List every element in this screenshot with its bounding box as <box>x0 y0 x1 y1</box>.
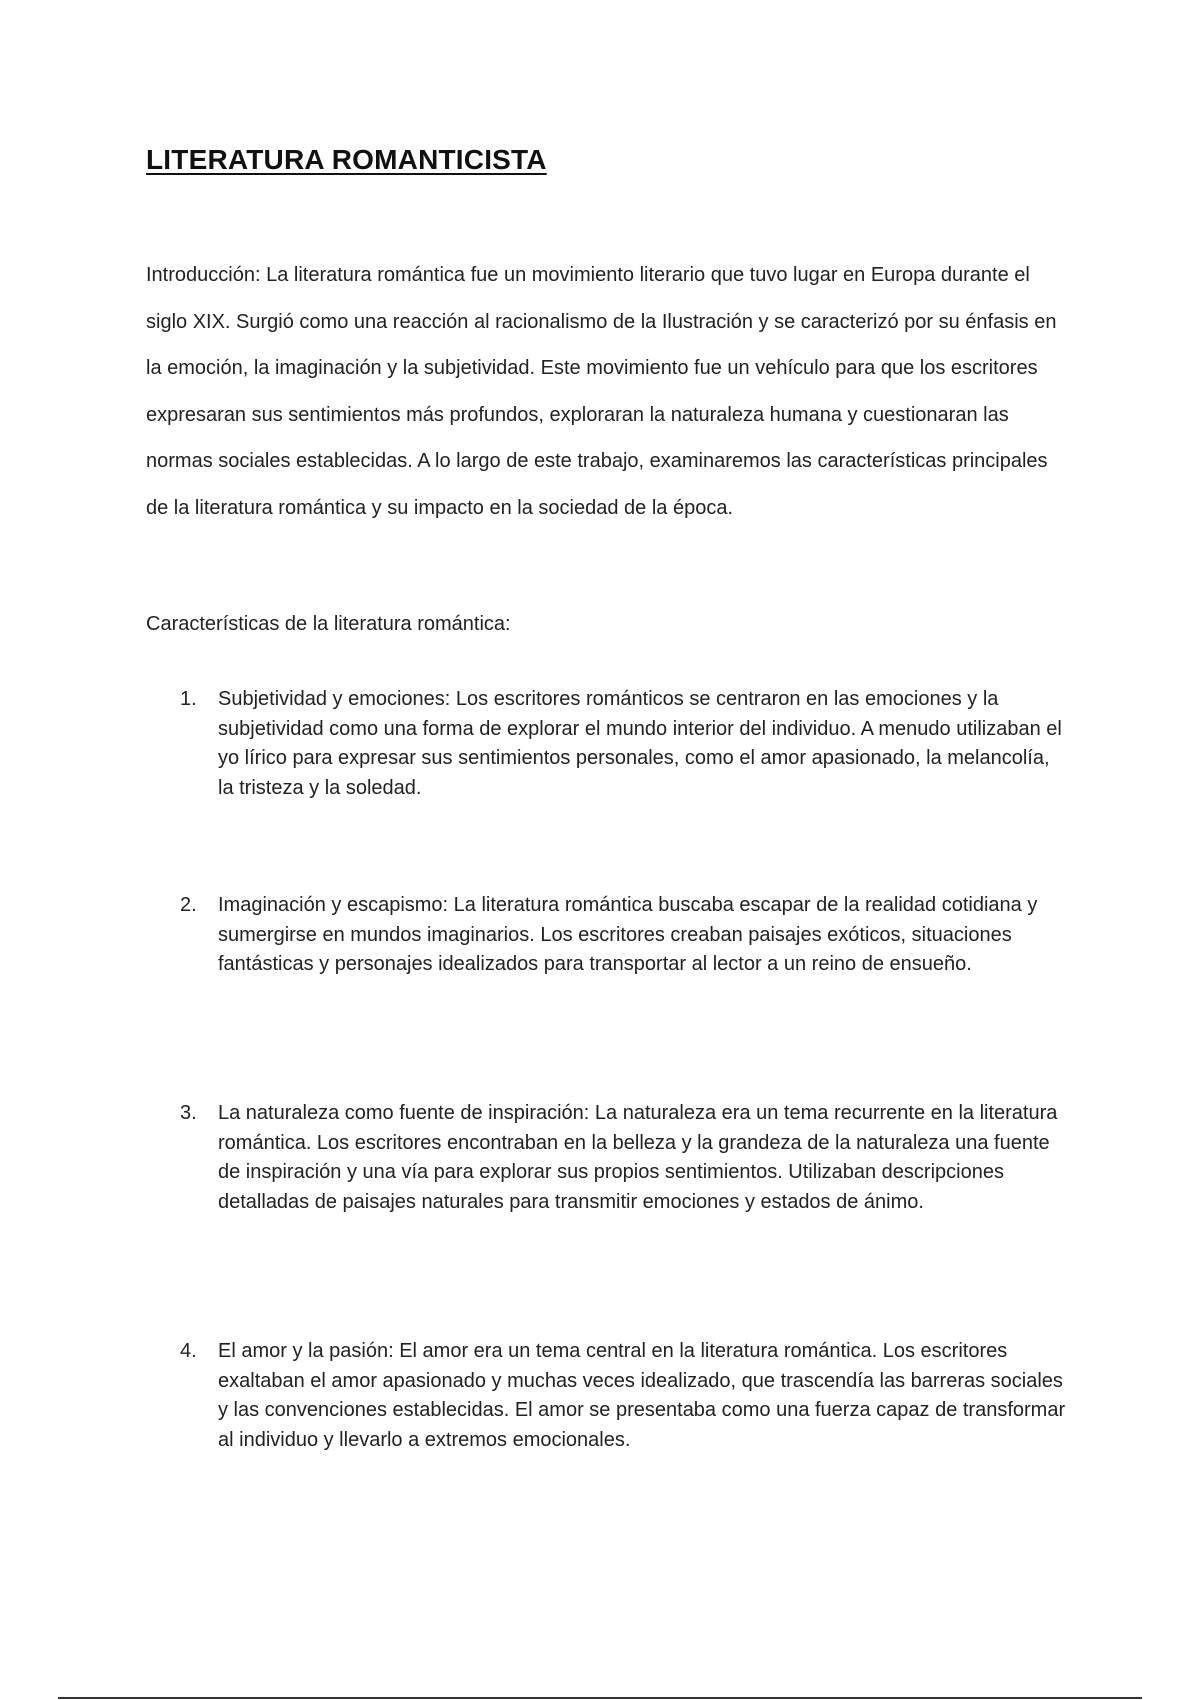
document-title: LITERATURA ROMANTICISTA <box>146 144 547 175</box>
list-item-text: La naturaleza como fuente de inspiración: La naturaleza era un tema recurrente en la literatura romántica. Los escritores encontraban en la belleza y la grandeza de la naturaleza una fuente de inspiración y una vía para explorar sus propios sentimientos. Utilizaban descripciones detalladas de paisajes naturales para transmitir emociones y estados de ánimo. <box>218 1102 1058 1213</box>
list-item <box>180 891 1070 980</box>
list-item-text: El amor y la pasión: El amor era un tema central en la literatura romántica. Los escritores exaltaban el amor apasionado y muchas veces idealizado, que trascendía las barreras sociales y las convenciones establecidas. El amor se presentaba como una fuerza capaz de transformar al individuo y llevarlo a extremos emocionales. <box>218 1340 1066 1451</box>
page-bottom-divider <box>58 1697 1142 1699</box>
list-item-number: 1. <box>180 688 197 710</box>
list-item-number: 4. <box>180 1340 197 1362</box>
list-item <box>180 1337 1070 1455</box>
list-item <box>180 1099 1070 1217</box>
list-item-number: 2. <box>180 894 197 916</box>
list-item-number: 3. <box>180 1102 197 1124</box>
list-item-text: Imaginación y escapismo: La literatura romántica buscaba escapar de la realidad cotidiana y sumergirse en mundos imaginarios. Los escritores creaban paisajes exóticos, situaciones fantásticas y personajes idealizados para transportar al lector a un reino de ensueño. <box>218 894 1038 975</box>
list-item <box>180 685 1070 803</box>
list-item-text: Subjetividad y emociones: Los escritores románticos se centraron en las emociones y la subjetividad como una forma de explorar el mundo interior del individuo. A menudo utilizaban el yo lírico para expresar sus sentimientos personales, como el amor apasionado, la melancolía, la tristeza y la soledad. <box>218 688 1062 799</box>
section-heading: Características de la literatura romántica: <box>146 613 511 635</box>
intro-paragraph: Introducción: La literatura romántica fue un movimiento literario que tuvo lugar en Europa durante el siglo XIX. Surgió como una reacción al racionalismo de la Ilustración y se caracterizó por su énfasis en la emoción, la imaginación y la subjetividad. Este movimiento fue un vehículo para que los escritores expresaran sus sentimientos más profundos, exploraran la naturaleza humana y cuestionaran las normas sociales establecidas. A lo largo de este trabajo, examinaremos las características principales de la literatura romántica y su impacto en la sociedad de la época. <box>146 264 1057 519</box>
